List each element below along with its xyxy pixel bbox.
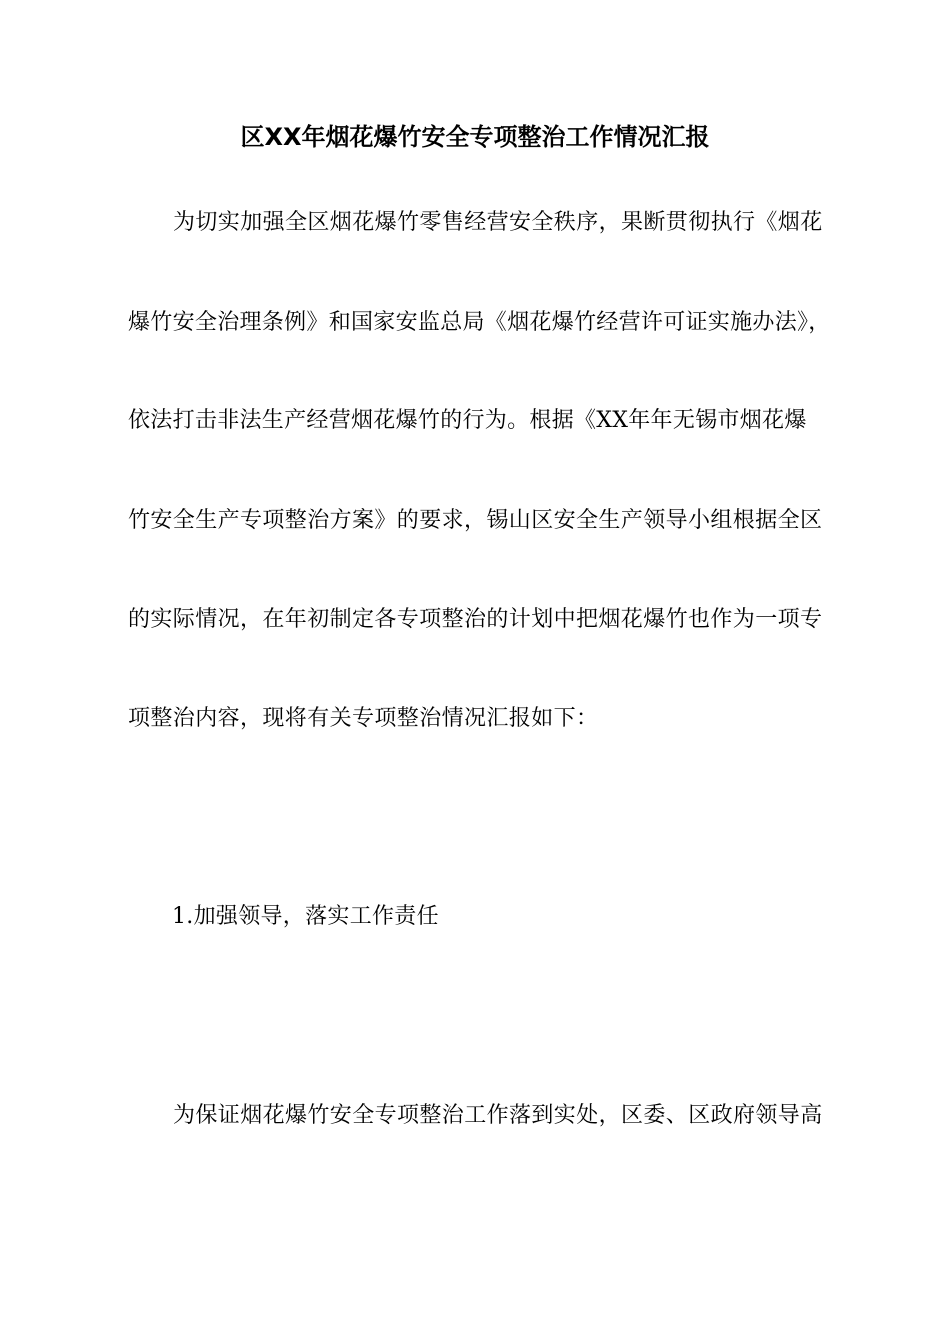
document-title: 区XX年烟花爆竹安全专项整治工作情况汇报 (240, 123, 710, 151)
paragraph-line: 爆竹安全治理条例》和国家安监总局《烟花爆竹经营许可证实施办法》， (128, 310, 831, 335)
paragraph-line: 竹安全生产专项整治方案》的要求，锡山区安全生产领导小组根据全区 (128, 508, 823, 533)
paragraph-line: 的实际情况，在年初制定各专项整治的计划中把烟花爆竹也作为一项专 (128, 607, 823, 632)
paragraph-line: 依法打击非法生产经营烟花爆竹的行为。根据《XX年年无锡市烟花爆 (128, 408, 807, 433)
paragraph-line: 为切实加强全区烟花爆竹零售经营安全秩序，果断贯彻执行《烟花 (173, 210, 823, 235)
section-heading: 1.加强领导，落实工作责任 (172, 904, 439, 929)
paragraph-line: 为保证烟花爆竹安全专项整治工作落到实处，区委、区政府领导高 (173, 1103, 823, 1128)
paragraph-line: 项整治内容，现将有关专项整治情况汇报如下： (128, 706, 599, 731)
